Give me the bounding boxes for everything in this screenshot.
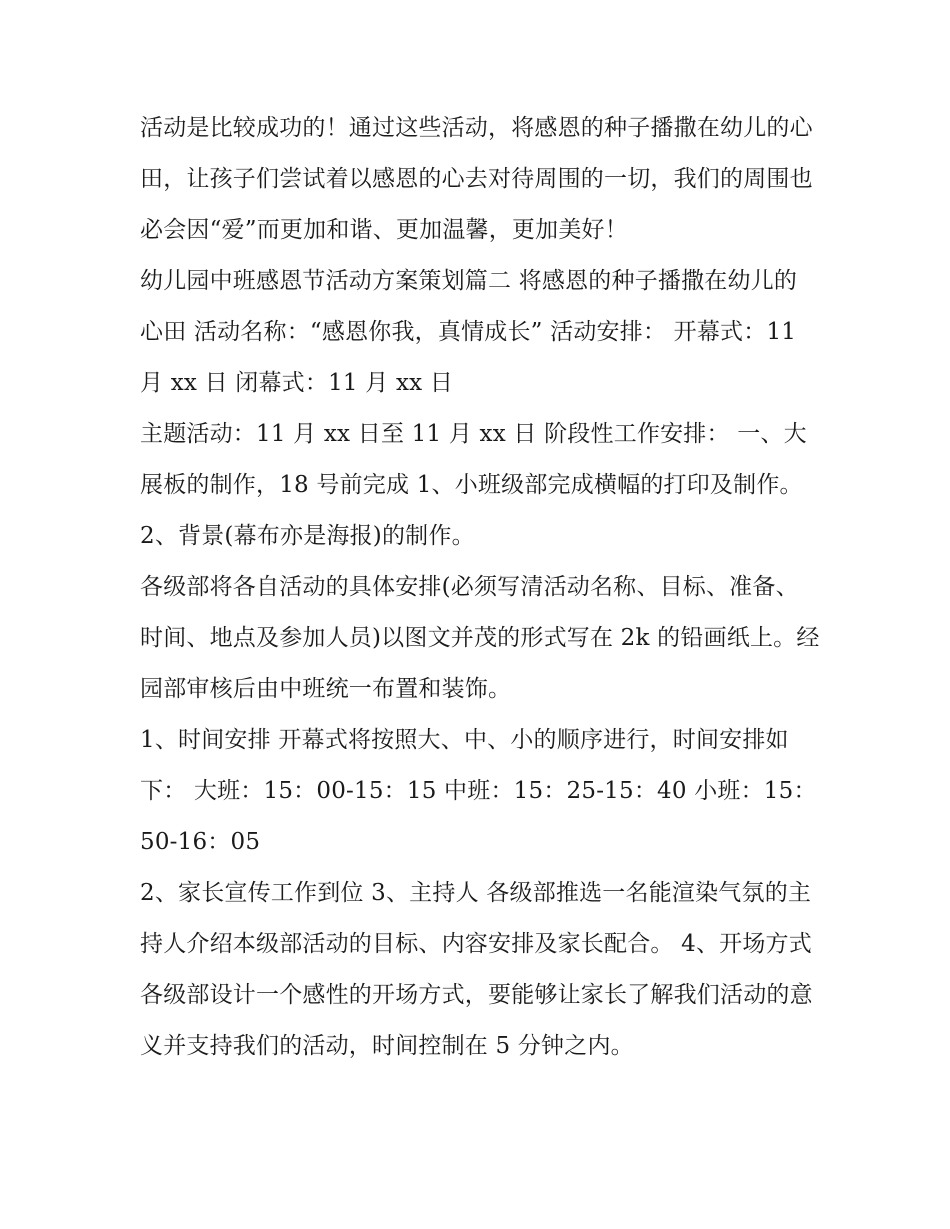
paragraph-1: 活动是比较成功的！通过这些活动，将感恩的种子播撒在幼儿的心田，让孩子们尝试着以感恩的心去对待周围的一切，我们的周围也必会因“爱”而更加和谐、更加温馨，更加美好！ bbox=[140, 115, 813, 243]
paragraph-3: 主题活动：11 月 xx 日至 11 月 xx 日 阶段性工作安排： 一、大展板的制作，18 号前完成 1、小班级部完成横幅的打印及制作。 2、背景(幕布亦是海报)的制作。 bbox=[140, 421, 807, 549]
paragraph-7: 各级部设计一个感性的开场方式，要能够让家长了解我们活动的意义并支持我们的活动，时间控制在 5 分钟之内。 bbox=[140, 982, 813, 1059]
document-body bbox=[140, 103, 820, 1072]
paragraph-2: 幼儿园中班感恩节活动方案策划篇二 将感恩的种子播撒在幼儿的心田 活动名称：“感恩你我，真情成长” 活动安排： 开幕式：11 月 xx 日 闭幕式：11 月 xx 日 bbox=[140, 268, 798, 396]
paragraph-5: 1、时间安排 开幕式将按照大、中、小的顺序进行，时间安排如下： 大班：15：00-15：15 中班：15：25-15：40 小班：15：50-16：05 bbox=[140, 727, 817, 855]
paragraph-4: 各级部将各自活动的具体安排(必须写清活动名称、目标、准备、时间、地点及参加人员)以图文并茂的形式写在 2k 的铅画纸上。经园部审核后由中班统一布置和装饰。 bbox=[140, 574, 820, 702]
paragraph-6: 2、家长宣传工作到位 3、主持人 各级部推选一名能渲染气氛的主持人介绍本级部活动的目标、内容安排及家长配合。 4、开场方式 bbox=[140, 880, 812, 957]
